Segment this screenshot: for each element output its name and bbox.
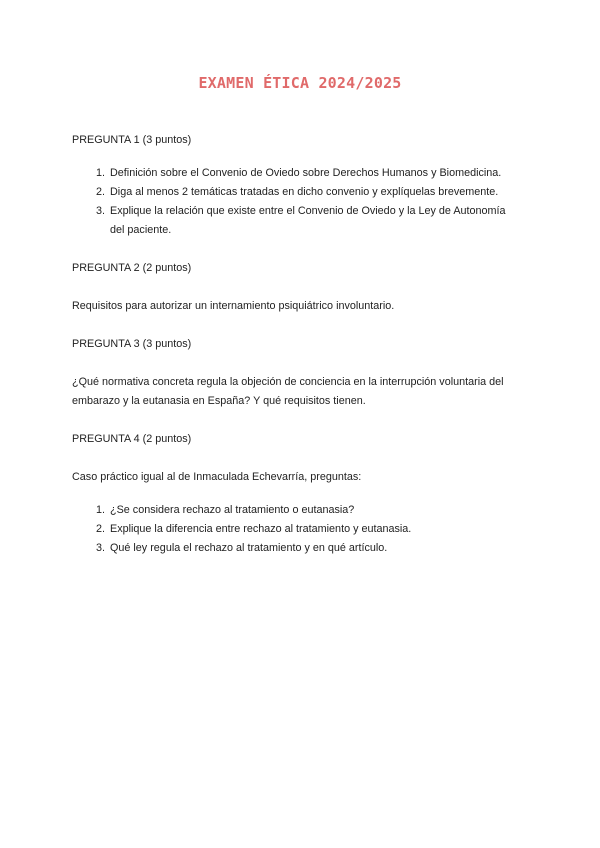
question-4-text: Caso práctico igual al de Inmaculada Echevarría, preguntas:: [72, 471, 362, 483]
question-3-text: ¿Qué normativa concreta regula la objeción de conciencia en la interrupción voluntaria del embarazo y la eutanasia en España? Y qué requisitos tienen.: [72, 376, 504, 407]
list-item: 2. Explique la diferencia entre rechazo al tratamiento y eutanasia.: [108, 520, 522, 539]
question-3-heading: PREGUNTA 3 (3 puntos): [72, 338, 192, 350]
list-item: 2. Diga al menos 2 temáticas tratadas en dicho convenio y explíquelas brevemente.: [108, 183, 522, 202]
question-2: [72, 259, 522, 316]
list-item: 3. Qué ley regula el rechazo al tratamiento y en qué artículo.: [108, 539, 522, 558]
list-item: 3. Explique la relación que existe entre el Convenio de Oviedo y la Ley de Autonomía del paciente.: [108, 202, 522, 240]
list-item: 1. Definición sobre el Convenio de Oviedo sobre Derechos Humanos y Biomedicina.: [108, 164, 522, 183]
question-1-heading: PREGUNTA 1 (3 puntos): [72, 134, 192, 146]
question-1: [72, 131, 522, 240]
question-3: [72, 335, 522, 411]
document-title: EXAMEN ÉTICA 2024/2025: [198, 74, 402, 92]
list-item: 1. ¿Se considera rechazo al tratamiento o eutanasia?: [108, 501, 522, 520]
question-4-heading: PREGUNTA 4 (2 puntos): [72, 433, 192, 445]
question-2-text: Requisitos para autorizar un internamiento psiquiátrico involuntario.: [72, 300, 395, 312]
document-content: [72, 131, 522, 577]
question-4: [72, 430, 522, 558]
question-4-list: [72, 501, 522, 558]
question-1-list: [72, 164, 522, 240]
question-2-heading: PREGUNTA 2 (2 puntos): [72, 262, 192, 274]
